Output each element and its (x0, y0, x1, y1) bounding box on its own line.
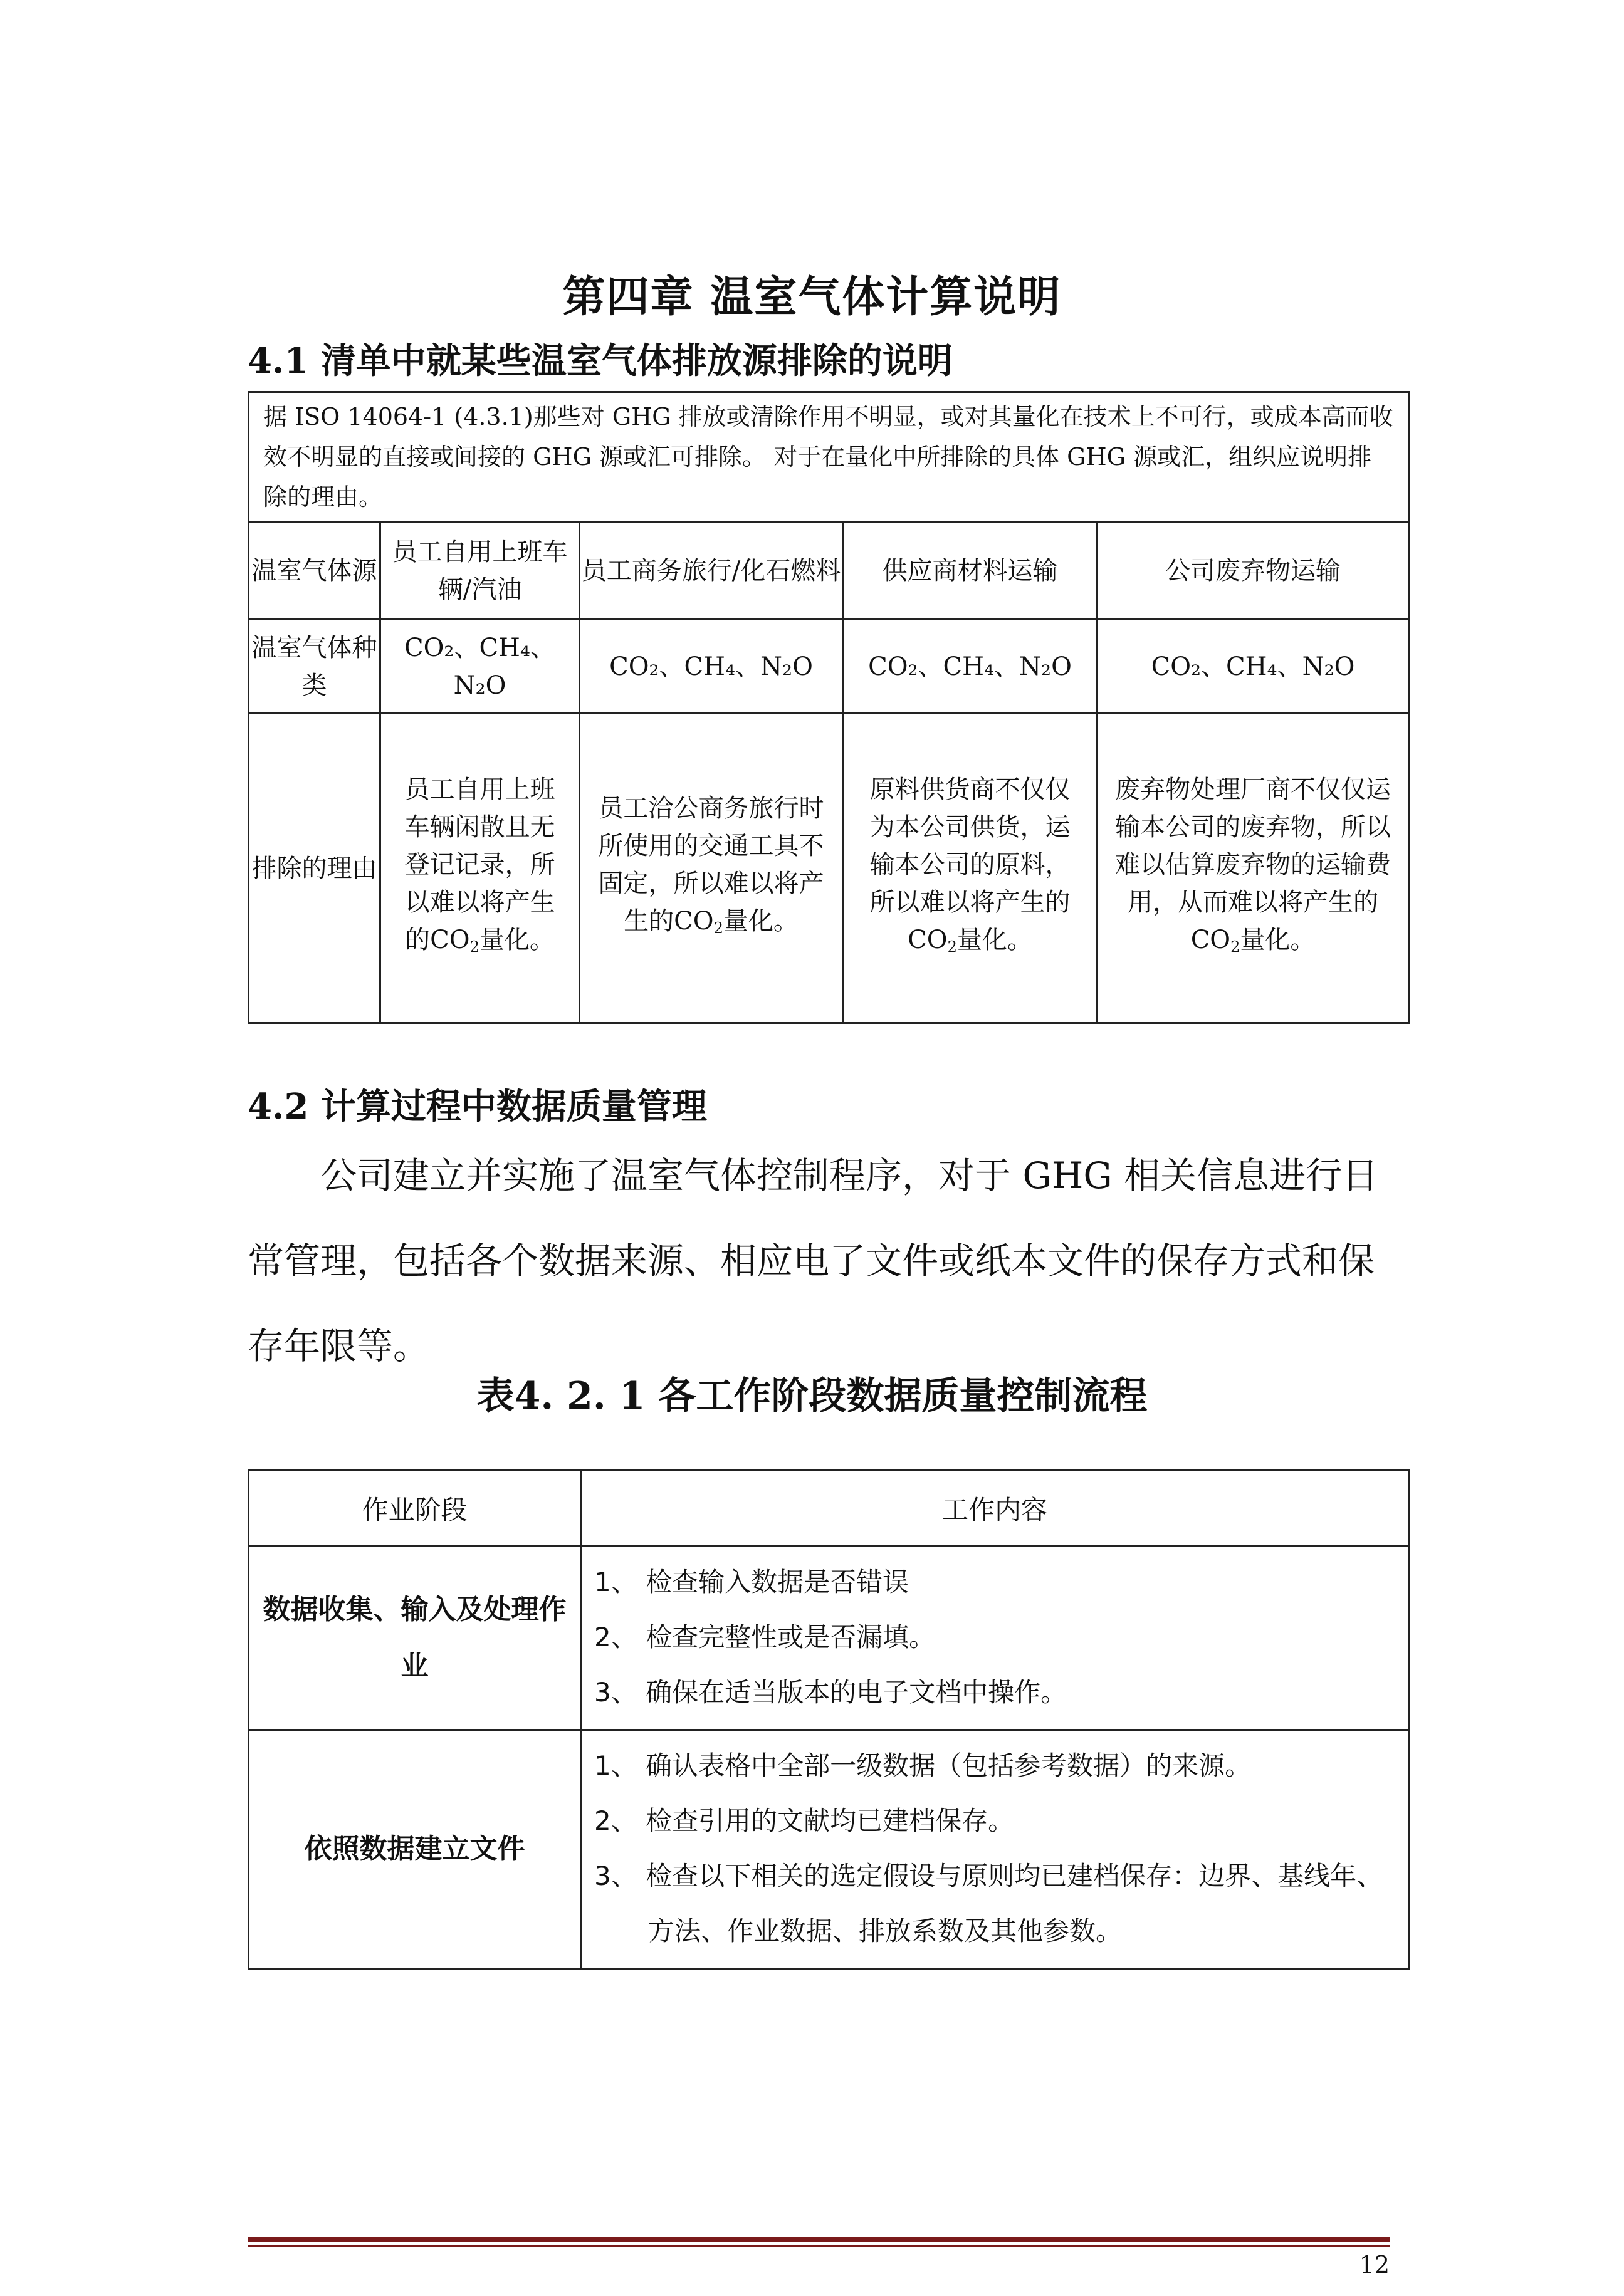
row-label-source: 温室气体源 (249, 522, 380, 620)
table-caption: 表4. 2. 1 各工作阶段数据质量控制流程 (476, 1374, 1148, 1418)
reason-cell: 员工自用上班车辆闲散且无登记记录，所以难以将产生的$CO_2$量化。 (380, 714, 580, 1023)
chapter-title: 第四章 温室气体计算说明 (562, 272, 1062, 322)
source-cell: 供应商材料运输 (843, 522, 1098, 620)
gas-cell: CO₂、CH₄、N₂O (580, 620, 843, 714)
row-label-gas-type: 温室气体种类 (249, 620, 380, 714)
footer-rule-thin (248, 2245, 1390, 2247)
step-item: 2、 检查引用的文献均已建档保存。 (594, 1805, 1015, 1836)
reason-cell: 员工洽公商务旅行时所使用的交通工具不固定，所以难以将产生的$CO_2$量化。 (580, 714, 843, 1023)
header-content: 工作内容 (581, 1471, 1409, 1547)
exclusion-table (248, 391, 1410, 1024)
step-item: 2、 检查完整性或是否漏填。 (594, 1622, 936, 1652)
step-item: 1、 检查输入数据是否错误 (594, 1567, 909, 1597)
section-heading-4-2: 4.2 计算过程中数据质量管理 (248, 1086, 707, 1127)
quality-control-table (248, 1469, 1410, 1970)
row-label-reason: 排除的理由 (249, 714, 380, 1023)
exclusion-intro: 据 ISO 14064-1 (4.3.1)那些对 GHG 排放或清除作用不明显，或对其量化在技术上不可行，或成本高而收效不明显的直接或间接的 GHG 源或汇可排除。 对于在量化中所排除的具体 GHG 源或汇，组织应说明排除的理由。 (249, 392, 1409, 522)
gas-cell: CO₂、CH₄、N₂O (1098, 620, 1409, 714)
source-cell: 员工商务旅行/化石燃料 (580, 522, 843, 620)
footer-rule (248, 2237, 1390, 2242)
gas-cell: CO₂、CH₄、N₂O (380, 620, 580, 714)
step-item: 1、 确认表格中全部一级数据（包括参考数据）的来源。 (594, 1750, 1252, 1781)
section-heading-4-1: 4.1 清单中就某些温室气体排放源排除的说明 (248, 340, 953, 382)
stage-cell: 依照数据建立文件 (249, 1730, 581, 1969)
header-stage: 作业阶段 (249, 1471, 581, 1547)
data-quality-paragraph (248, 1133, 1408, 1389)
source-cell: 员工自用上班车辆/汽油 (380, 522, 580, 620)
content-cell (581, 1547, 1409, 1730)
step-item: 3、 确保在适当版本的电子文档中操作。 (594, 1677, 1067, 1708)
paragraph-text: 公司建立并实施了温室气体控制程序，对于 GHG 相关信息进行日常管理，包括各个数据来源、相应电了文件或纸本文件的保存方式和保存年限等。 (248, 1154, 1379, 1367)
gas-cell: CO₂、CH₄、N₂O (843, 620, 1098, 714)
content-cell (581, 1730, 1409, 1969)
reason-cell: 原料供货商不仅仅为本公司供货，运输本公司的原料，所以难以将产生的$CO_2$量化。 (843, 714, 1098, 1023)
step-item: 3、 检查以下相关的选定假设与原则均已建档保存：边界、基线年、方法、作业数据、排放系数及其他参数。 (594, 1860, 1383, 1946)
stage-cell: 数据收集、输入及处理作业 (249, 1547, 581, 1730)
reason-cell: 废弃物处理厂商不仅仅运输本公司的废弃物，所以难以估算废弃物的运输费用，从而难以将产生的$CO_2$量化。 (1098, 714, 1409, 1023)
source-cell: 公司废弃物运输 (1098, 522, 1409, 620)
page-number: 12 (1359, 2251, 1390, 2278)
